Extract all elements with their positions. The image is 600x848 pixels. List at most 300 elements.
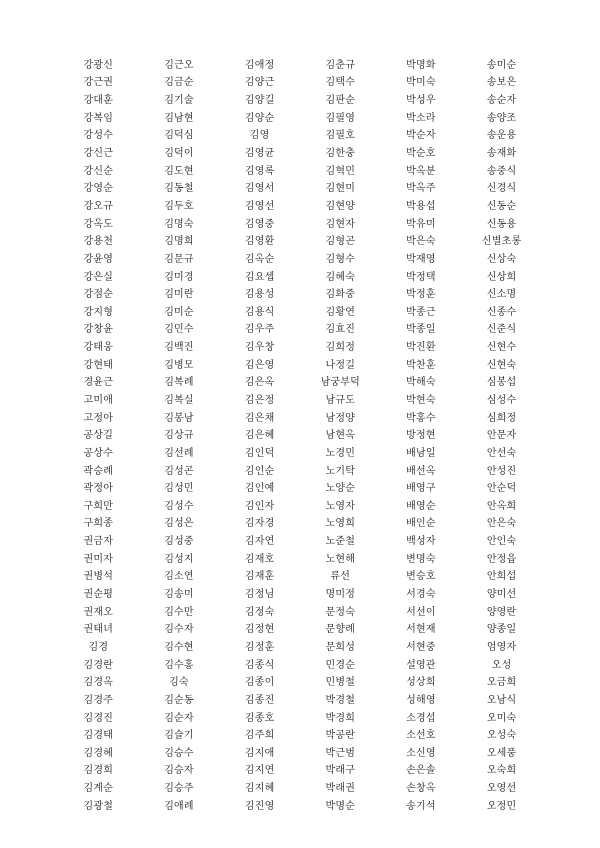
- name-entry: 김은옥: [244, 377, 275, 389]
- name-entry: 노영희: [325, 518, 356, 530]
- name-entry: 김명숙: [164, 218, 194, 230]
- name-entry: 김경주: [83, 694, 114, 706]
- name-entry: 박공란: [325, 730, 356, 742]
- name-entry: 양미선: [486, 589, 517, 601]
- name-entry: 김덕이: [164, 148, 194, 160]
- name-entry: 김근오: [164, 59, 194, 71]
- name-row: [58, 269, 542, 287]
- name-entry: 강신순: [83, 165, 114, 177]
- name-entry: 김성은: [164, 518, 194, 530]
- name-entry: 김성중: [164, 536, 194, 548]
- name-entry: 오영선: [486, 783, 517, 795]
- name-entry: 신현숙: [486, 359, 517, 371]
- name-entry: 김숙: [169, 677, 189, 689]
- name-entry: 강태웅: [83, 342, 114, 354]
- name-entry: 권태녀: [83, 624, 114, 636]
- name-entry: 강현태: [83, 359, 114, 371]
- name-entry: 노기탁: [325, 465, 356, 477]
- name-entry: 김남현: [164, 112, 194, 124]
- name-entry: 김효진: [325, 324, 356, 336]
- name-entry: 고정아: [83, 412, 114, 424]
- name-entry: 성해영: [406, 694, 436, 706]
- name-entry: 변승호: [406, 571, 436, 583]
- name-entry: 신종수: [486, 306, 517, 318]
- name-entry: 노영자: [325, 500, 356, 512]
- name-row: [58, 145, 542, 163]
- name-entry: 엄영자: [486, 641, 517, 653]
- name-entry: 김재호: [244, 553, 275, 565]
- name-entry: 김정현: [244, 624, 275, 636]
- name-entry: 강대훈: [83, 95, 114, 107]
- name-entry: 강근권: [83, 77, 114, 89]
- name-entry: 강복임: [83, 112, 114, 124]
- name-entry: 김현미: [325, 183, 356, 195]
- name-entry: 김진영: [244, 800, 275, 812]
- name-row: [58, 480, 542, 498]
- name-entry: 서현재: [406, 624, 436, 636]
- name-entry: 남정양: [325, 412, 356, 424]
- name-entry: 설영관: [406, 659, 436, 671]
- name-entry: 오정민: [486, 800, 517, 812]
- name-entry: 박종일: [406, 324, 436, 336]
- name-row: [58, 322, 542, 340]
- name-entry: 박홍수: [406, 412, 436, 424]
- name-entry: 김주희: [244, 730, 275, 742]
- name-row: [58, 516, 542, 534]
- name-row: [58, 375, 542, 393]
- name-entry: 김영균: [244, 148, 275, 160]
- name-row: [58, 622, 542, 640]
- name-row: [58, 339, 542, 357]
- name-row: [58, 286, 542, 304]
- name-entry: 김필영: [325, 112, 356, 124]
- name-entry: 김영중: [244, 218, 275, 230]
- name-entry: 권재오: [83, 606, 114, 618]
- name-list: [58, 57, 542, 816]
- name-entry: 박찬훈: [406, 359, 436, 371]
- name-entry: 권순평: [83, 589, 114, 601]
- name-entry: 박경희: [325, 712, 356, 724]
- name-entry: 공상길: [83, 430, 114, 442]
- name-entry: 박정택: [406, 271, 436, 283]
- name-entry: 권미자: [83, 553, 114, 565]
- name-row: [58, 57, 542, 75]
- name-entry: 소경섭: [406, 712, 436, 724]
- name-entry: 김지혜: [244, 783, 275, 795]
- name-entry: 김혜숙: [325, 271, 356, 283]
- name-entry: 김슬기: [164, 730, 194, 742]
- name-entry: 노준철: [325, 536, 356, 548]
- name-entry: 안인숙: [486, 536, 517, 548]
- name-entry: 김은정: [244, 394, 275, 406]
- name-row: [58, 216, 542, 234]
- name-entry: 오미숙: [486, 712, 517, 724]
- name-row: [58, 410, 542, 428]
- name-entry: 김미란: [164, 289, 194, 301]
- name-entry: 김송미: [164, 589, 194, 601]
- name-entry: 김용성: [244, 289, 275, 301]
- name-row: [58, 727, 542, 745]
- name-row: [58, 780, 542, 798]
- name-entry: 강용천: [83, 236, 114, 248]
- name-entry: 김성수: [164, 500, 194, 512]
- name-row: [58, 75, 542, 93]
- name-entry: 김종진: [244, 694, 275, 706]
- name-entry: 배인순: [406, 518, 436, 530]
- name-entry: 김혁민: [325, 165, 356, 177]
- name-entry: 김미순: [164, 306, 194, 318]
- name-entry: 박성우: [406, 95, 436, 107]
- name-entry: 신준식: [486, 324, 517, 336]
- name-entry: 양영란: [486, 606, 517, 618]
- name-entry: 강영순: [83, 183, 114, 195]
- name-entry: 김인순: [244, 465, 275, 477]
- name-entry: 김성민: [164, 483, 194, 495]
- name-entry: 박옥주: [406, 183, 436, 195]
- name-entry: 김명희: [164, 236, 194, 248]
- name-entry: 강지형: [83, 306, 114, 318]
- name-entry: 김봉남: [164, 412, 194, 424]
- name-entry: 서경숙: [406, 589, 436, 601]
- name-entry: 김현자: [325, 218, 356, 230]
- name-entry: 백성자: [406, 536, 436, 548]
- name-entry: 김현양: [325, 200, 356, 212]
- name-entry: 김기술: [164, 95, 194, 107]
- name-entry: 김애례: [164, 800, 194, 812]
- name-row: [58, 357, 542, 375]
- name-entry: 남규도: [325, 394, 356, 406]
- name-entry: 손은솔: [406, 765, 436, 777]
- name-entry: 안선숙: [486, 447, 517, 459]
- name-entry: 박순자: [406, 130, 436, 142]
- name-row: [58, 674, 542, 692]
- name-entry: 김용식: [244, 306, 275, 318]
- name-entry: 공상수: [83, 447, 114, 459]
- name-entry: 안희섭: [486, 571, 517, 583]
- name-row: [58, 233, 542, 251]
- name-entry: 나정길: [325, 359, 356, 371]
- name-entry: 박경철: [325, 694, 356, 706]
- name-entry: 심성수: [486, 394, 517, 406]
- name-entry: 박유미: [406, 218, 436, 230]
- name-entry: 남궁부덕: [320, 377, 361, 389]
- name-entry: 김영록: [244, 165, 275, 177]
- name-entry: 심희정: [486, 412, 517, 424]
- name-entry: 송양조: [486, 112, 517, 124]
- name-entry: 박래권: [325, 783, 356, 795]
- name-entry: 권병석: [83, 571, 114, 583]
- name-row: [58, 710, 542, 728]
- name-entry: 김영선: [244, 200, 275, 212]
- name-entry: 김종식: [244, 659, 275, 671]
- name-entry: 박옥분: [406, 165, 436, 177]
- name-entry: 김화중: [325, 289, 356, 301]
- name-entry: 김미경: [164, 271, 194, 283]
- name-entry: 오성숙: [486, 730, 517, 742]
- name-entry: 김수현: [164, 641, 194, 653]
- name-row: [58, 798, 542, 816]
- name-entry: 배영순: [406, 500, 436, 512]
- name-entry: 김은채: [244, 412, 275, 424]
- name-entry: 박순호: [406, 148, 436, 160]
- name-entry: 김경: [88, 641, 109, 653]
- name-entry: 김정훈: [244, 641, 275, 653]
- name-row: [58, 251, 542, 269]
- name-row: [58, 639, 542, 657]
- name-row: [58, 128, 542, 146]
- name-entry: 박소라: [406, 112, 436, 124]
- name-row: [58, 551, 542, 569]
- name-entry: 강옥도: [83, 218, 114, 230]
- name-entry: 배영구: [406, 483, 436, 495]
- name-entry: 김우창: [244, 342, 275, 354]
- name-row: [58, 445, 542, 463]
- name-entry: 김경희: [83, 765, 114, 777]
- name-entry: 양종일: [486, 624, 517, 636]
- name-entry: 박재영: [406, 253, 436, 265]
- name-entry: 신상숙: [486, 253, 517, 265]
- name-entry: 김수자: [164, 624, 194, 636]
- name-entry: 류선: [330, 571, 351, 583]
- name-row: [58, 745, 542, 763]
- name-entry: 소신영: [406, 747, 436, 759]
- name-entry: 구희만: [83, 500, 114, 512]
- name-entry: 김형수: [325, 253, 356, 265]
- name-entry: 김상규: [164, 430, 194, 442]
- name-entry: 박용섭: [406, 200, 436, 212]
- name-entry: 강윤영: [83, 253, 114, 265]
- name-entry: 강성수: [83, 130, 114, 142]
- name-row: [58, 198, 542, 216]
- name-entry: 문희성: [325, 641, 356, 653]
- name-row: [58, 92, 542, 110]
- name-entry: 김순자: [164, 712, 194, 724]
- name-entry: 강창윤: [83, 324, 114, 336]
- name-entry: 김영환: [244, 236, 275, 248]
- name-entry: 강은실: [83, 271, 114, 283]
- name-entry: 김소연: [164, 571, 194, 583]
- name-entry: 경윤근: [83, 377, 114, 389]
- name-entry: 김택수: [325, 77, 356, 89]
- name-entry: 안문자: [486, 430, 517, 442]
- name-entry: 서선이: [406, 606, 436, 618]
- name-entry: 김순동: [164, 694, 194, 706]
- name-entry: 신동용: [486, 218, 517, 230]
- name-entry: 오세풍: [486, 747, 517, 759]
- name-entry: 김계순: [83, 783, 114, 795]
- name-entry: 김은혜: [244, 430, 275, 442]
- name-entry: 강오규: [83, 200, 114, 212]
- name-entry: 김종이: [244, 677, 275, 689]
- name-entry: 박근범: [325, 747, 356, 759]
- name-entry: 신소명: [486, 289, 517, 301]
- name-entry: 김필호: [325, 130, 356, 142]
- name-entry: 김양근: [244, 77, 275, 89]
- name-entry: 오성: [491, 659, 512, 671]
- name-entry: 신상희: [486, 271, 517, 283]
- name-entry: 소선호: [406, 730, 436, 742]
- name-entry: 방정현: [406, 430, 436, 442]
- name-entry: 김양순: [244, 112, 275, 124]
- name-entry: 강점순: [83, 289, 114, 301]
- name-entry: 배선옥: [406, 465, 436, 477]
- name-entry: 곽승례: [83, 465, 114, 477]
- name-entry: 손창옥: [406, 783, 436, 795]
- name-entry: 변명숙: [406, 553, 436, 565]
- name-entry: 김애정: [244, 59, 275, 71]
- name-entry: 김영: [249, 130, 270, 142]
- name-entry: 김재훈: [244, 571, 275, 583]
- name-row: [58, 427, 542, 445]
- name-entry: 김지애: [244, 747, 275, 759]
- name-entry: 김자연: [244, 536, 275, 548]
- name-entry: 송운용: [486, 130, 517, 142]
- name-entry: 김경혜: [83, 747, 114, 759]
- name-row: [58, 163, 542, 181]
- name-entry: 김영서: [244, 183, 275, 195]
- name-entry: 오숙희: [486, 765, 517, 777]
- name-row: [58, 586, 542, 604]
- name-row: [58, 498, 542, 516]
- name-entry: 배남일: [406, 447, 436, 459]
- name-entry: 김옥순: [244, 253, 275, 265]
- name-entry: 서현중: [406, 641, 436, 653]
- name-entry: 김춘규: [325, 59, 356, 71]
- name-entry: 박정훈: [406, 289, 436, 301]
- name-entry: 김복실: [164, 394, 194, 406]
- name-entry: 오남식: [486, 694, 517, 706]
- name-entry: 박종근: [406, 306, 436, 318]
- name-entry: 곽정아: [83, 483, 114, 495]
- name-row: [58, 763, 542, 781]
- name-entry: 박명순: [325, 800, 356, 812]
- name-entry: 신동순: [486, 200, 517, 212]
- name-entry: 김인덕: [244, 447, 275, 459]
- name-entry: 안은숙: [486, 518, 517, 530]
- name-row: [58, 110, 542, 128]
- name-entry: 김우주: [244, 324, 275, 336]
- name-entry: 안성진: [486, 465, 517, 477]
- name-row: [58, 533, 542, 551]
- name-entry: 박은숙: [406, 236, 436, 248]
- name-entry: 김정님: [244, 589, 275, 601]
- name-entry: 노현해: [325, 553, 356, 565]
- name-entry: 송기석: [406, 800, 436, 812]
- name-entry: 노양순: [325, 483, 356, 495]
- name-entry: 송미순: [486, 59, 517, 71]
- name-entry: 민병철: [325, 677, 356, 689]
- name-entry: 박미숙: [406, 77, 436, 89]
- name-entry: 안정읍: [486, 553, 517, 565]
- name-entry: 안순덕: [486, 483, 517, 495]
- name-entry: 문향례: [325, 624, 356, 636]
- name-row: [58, 180, 542, 198]
- name-entry: 김덕심: [164, 130, 194, 142]
- name-entry: 신경식: [486, 183, 517, 195]
- name-entry: 김동철: [164, 183, 194, 195]
- name-entry: 김형곤: [325, 236, 356, 248]
- name-entry: 김수만: [164, 606, 194, 618]
- name-entry: 송순자: [486, 95, 517, 107]
- name-entry: 박명화: [406, 59, 436, 71]
- name-entry: 박래구: [325, 765, 356, 777]
- name-entry: 강광신: [83, 59, 114, 71]
- name-entry: 박현숙: [406, 394, 436, 406]
- name-row: [58, 392, 542, 410]
- name-entry: 김경진: [83, 712, 114, 724]
- name-row: [58, 692, 542, 710]
- name-entry: 신별초롱: [481, 236, 522, 248]
- name-entry: 김지연: [244, 765, 275, 777]
- name-entry: 김인자: [244, 500, 275, 512]
- name-entry: 김선례: [164, 447, 194, 459]
- name-entry: 오금희: [486, 677, 517, 689]
- name-entry: 김백진: [164, 342, 194, 354]
- name-entry: 심봉섭: [486, 377, 517, 389]
- name-entry: 김성곤: [164, 465, 194, 477]
- name-entry: 문정숙: [325, 606, 356, 618]
- name-entry: 권금자: [83, 536, 114, 548]
- name-row: [58, 604, 542, 622]
- name-entry: 김희정: [325, 342, 356, 354]
- name-entry: 김수홍: [164, 659, 194, 671]
- name-row: [58, 657, 542, 675]
- name-row: [58, 569, 542, 587]
- name-entry: 김민수: [164, 324, 194, 336]
- name-entry: 노경민: [325, 447, 356, 459]
- name-entry: 김도현: [164, 165, 194, 177]
- name-entry: 김승자: [164, 765, 194, 777]
- name-entry: 김복례: [164, 377, 194, 389]
- name-entry: 신현수: [486, 342, 517, 354]
- name-entry: 김황연: [325, 306, 356, 318]
- name-entry: 구희종: [83, 518, 114, 530]
- name-entry: 명미정: [325, 589, 356, 601]
- name-entry: 김두호: [164, 200, 194, 212]
- name-entry: 강신근: [83, 148, 114, 160]
- name-entry: 김종호: [244, 712, 275, 724]
- name-entry: 김판순: [325, 95, 356, 107]
- name-entry: 박해숙: [406, 377, 436, 389]
- name-entry: 김광철: [83, 800, 114, 812]
- name-entry: 김인예: [244, 483, 275, 495]
- name-entry: 김한충: [325, 148, 356, 160]
- name-entry: 안옥희: [486, 500, 517, 512]
- name-entry: 김승수: [164, 747, 194, 759]
- name-entry: 김경태: [83, 730, 114, 742]
- name-entry: 김경란: [83, 659, 114, 671]
- name-entry: 김병모: [164, 359, 194, 371]
- name-entry: 송재화: [486, 148, 517, 160]
- name-entry: 송보은: [486, 77, 517, 89]
- name-entry: 김경옥: [83, 677, 114, 689]
- name-entry: 박진환: [406, 342, 436, 354]
- name-entry: 김은영: [244, 359, 275, 371]
- name-entry: 김요셉: [244, 271, 275, 283]
- name-entry: 김성지: [164, 553, 194, 565]
- name-entry: 김문규: [164, 253, 194, 265]
- name-entry: 김승주: [164, 783, 194, 795]
- name-entry: 고미애: [83, 394, 114, 406]
- name-row: [58, 304, 542, 322]
- name-entry: 민경순: [325, 659, 356, 671]
- name-entry: 성상희: [406, 677, 436, 689]
- name-row: [58, 463, 542, 481]
- name-entry: 김양길: [244, 95, 275, 107]
- name-entry: 김금순: [164, 77, 194, 89]
- name-entry: 김자경: [244, 518, 275, 530]
- name-entry: 남현옥: [325, 430, 356, 442]
